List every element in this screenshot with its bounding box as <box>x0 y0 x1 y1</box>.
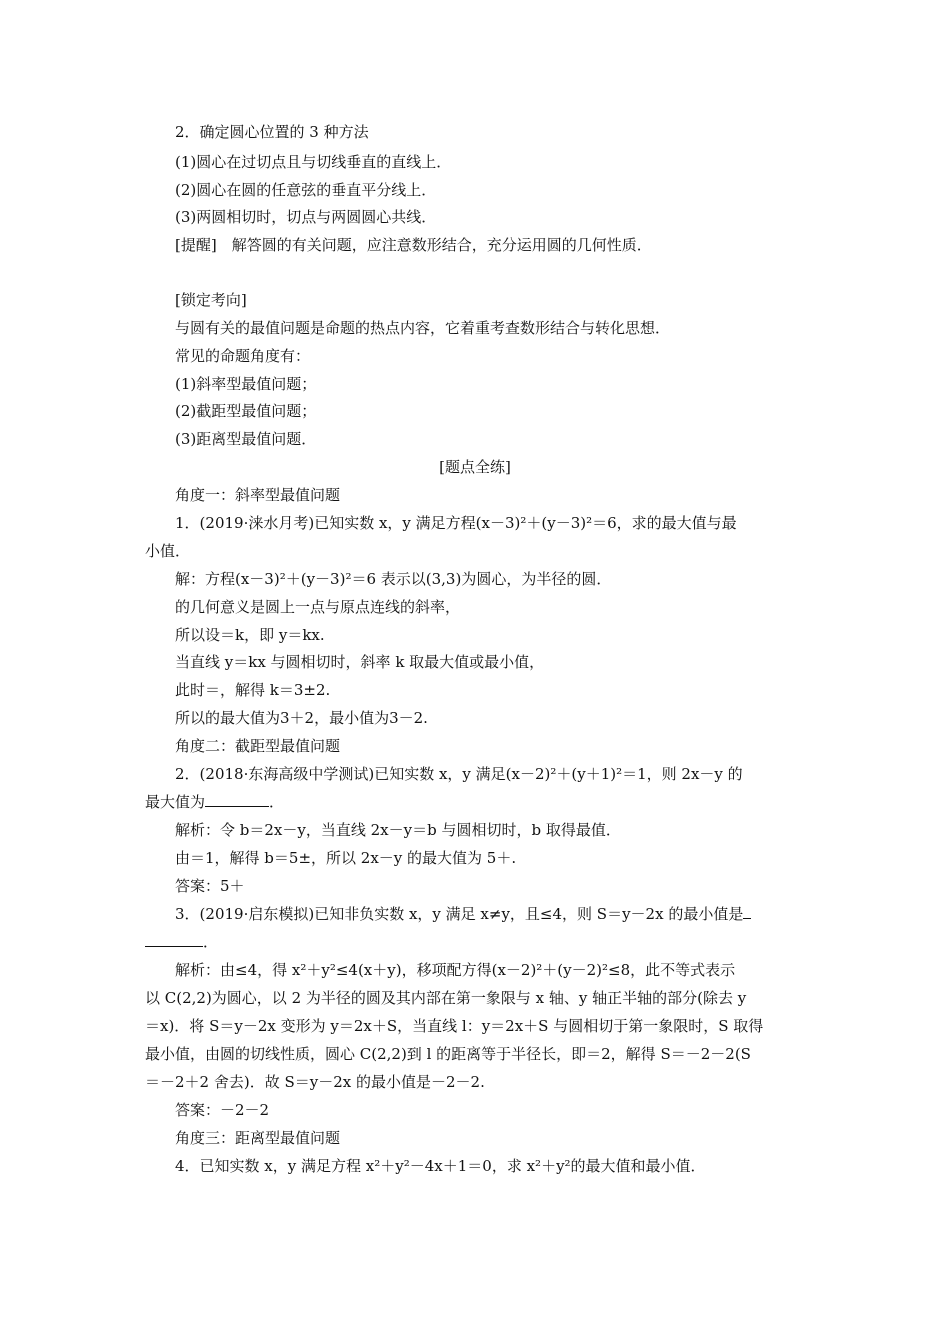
q2-line2-prefix: 最大值为 <box>145 793 206 811</box>
angle3-heading: 角度三：距离型最值问题 <box>175 1129 341 1147</box>
q1-sol-4: 当直线 y＝kx 与圆相切时，斜率 k 取最大值或最小值， <box>175 653 545 671</box>
practice-title: [题点全练] <box>439 458 511 476</box>
q3-sol-1: 解析：由≤4，得 x²＋y²≤4(x＋y)，移项配方得(x－2)²＋(y－2)²≤8，此不等式表示 <box>175 961 736 979</box>
q2-line1: 2．(2018·东海高级中学测试)已知实数 x，y 满足(x－2)²＋(y＋1)²＝1，则 2x－y 的 <box>175 765 743 783</box>
q2-line2-suffix: ． <box>269 793 285 811</box>
focus-common: 常见的命题角度有： <box>175 347 311 365</box>
q3-answer: 答案：－2－2 <box>175 1101 270 1119</box>
angle1-heading: 角度一：斜率型最值问题 <box>175 486 341 504</box>
methods-item-1: (1)圆心在过切点且与切线垂直的直线上． <box>175 153 452 171</box>
q2-answer: 答案：5＋ <box>175 877 245 895</box>
q1-sol-5: 此时＝，解得 k＝3±2. <box>175 681 331 699</box>
q2-sol-1: 解析：令 b＝2x－y，当直线 2x－y＝b 与圆相切时，b 取得最值． <box>175 821 621 839</box>
focus-item-3: (3)距离型最值问题． <box>175 430 317 448</box>
q3-sol-3: ＝x)．将 S＝y－2x 变形为 y＝2x＋S，当直线 l：y＝2x＋S 与圆相切于第一象限时，S 取得 <box>145 1017 764 1035</box>
q3-line1-text: 3．(2019·启东模拟)已知非负实数 x，y 满足 x≠y，且≤4，则 S＝y－2x 的最小值是 <box>175 905 744 923</box>
answer-blank-end <box>145 932 203 947</box>
focus-item-2: (2)截距型最值问题； <box>175 402 317 420</box>
angle2-heading: 角度二：截距型最值问题 <box>175 737 341 755</box>
focus-heading: [锁定考向] <box>175 291 247 309</box>
q4-line1: 4．已知实数 x，y 满足方程 x²＋y²－4x＋1＝0，求 x²＋y²的最大值和最小值． <box>175 1157 706 1175</box>
methods-item-2: (2)圆心在圆的任意弦的垂直平分线上． <box>175 181 437 199</box>
methods-heading: 2．确定圆心位置的 3 种方法 <box>175 123 369 141</box>
q1-sol-2: 的几何意义是圆上一点与原点连线的斜率， <box>175 598 461 616</box>
focus-intro: 与圆有关的最值问题是命题的热点内容，它着重考查数形结合与转化思想． <box>175 319 671 337</box>
q1-sol-1: 解：方程(x－3)²＋(y－3)²＝6 表示以(3,3)为圆心，为半径的圆． <box>175 570 612 588</box>
q1-sol-6: 所以的最大值为3＋2，最小值为3－2. <box>175 709 428 727</box>
q3-line2 <box>145 932 218 952</box>
q1-sol-3: 所以设＝k，即 y＝kx. <box>175 626 325 644</box>
q3-sol-4: 最小值，由圆的切线性质，圆心 C(2,2)到 l 的距离等于半径长，即＝2，解得 S＝－2－2(S <box>145 1045 751 1063</box>
q2-line2 <box>145 792 284 812</box>
q2-sol-2: 由＝1，解得 b＝5±，所以 2x－y 的最大值为 5＋. <box>175 849 517 867</box>
q3-sol-2: 以 C(2,2)为圆心，以 2 为半径的圆及其内部在第一象限与 x 轴、y 轴正半轴的部分(除去 y <box>145 989 747 1007</box>
answer-blank <box>205 792 269 807</box>
q1-line1: 1．(2019·涞水月考)已知实数 x，y 满足方程(x－3)²＋(y－3)²＝6，求的最大值与最 <box>175 514 737 532</box>
q3-sol-5: ＝－2＋2 舍去)．故 S＝y－2x 的最小值是－2－2. <box>145 1073 485 1091</box>
reminder-text: [提醒] 解答圆的有关问题，应注意数形结合，充分运用圆的几何性质． <box>175 236 652 254</box>
q3-line2-suffix: ． <box>203 933 219 951</box>
methods-item-3: (3)两圆相切时，切点与两圆圆心共线． <box>175 208 437 226</box>
q3-line1 <box>175 904 751 924</box>
answer-blank-start <box>743 904 751 919</box>
q1-line2: 小值． <box>145 542 191 560</box>
focus-item-1: (1)斜率型最值问题； <box>175 375 317 393</box>
